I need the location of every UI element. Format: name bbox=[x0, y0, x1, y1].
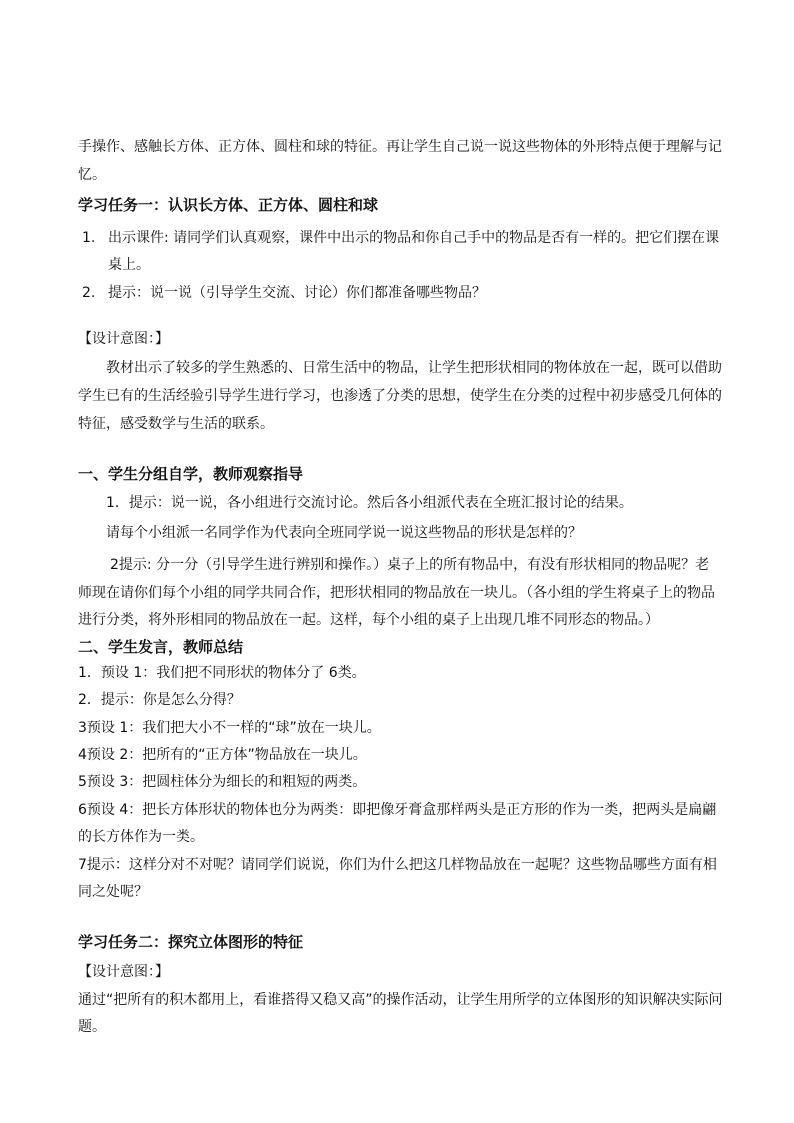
section1-para-1: 1．提示：说一说，各小组进行交流讨论。然后各小组派代表在全班汇报讨论的结果。 bbox=[106, 495, 633, 511]
task1-item-1-line-2: 桌上。 bbox=[108, 257, 150, 273]
design1-line-3: 特征，感受数学与生活的联系。 bbox=[78, 416, 274, 432]
section1-para-3-line-3: 进行分类，将外形相同的物品放在一起。这样，每个小组的桌子上出现几堆不同形态的物品。） bbox=[78, 612, 659, 628]
design1-label: 【设计意图：】 bbox=[78, 331, 169, 347]
section2-item-7-line-2: 同之处呢？ bbox=[78, 884, 148, 900]
intro-line-1: 手操作、感触长方体、正方体、圆柱和球的特征。再让学生自己说一说这些物体的外形特点便于理解与记 bbox=[78, 139, 722, 155]
section2-heading: 二、学生发言，教师总结 bbox=[78, 638, 244, 656]
section2-item-6-line-2: 的长方体作为一类。 bbox=[78, 829, 204, 845]
design1-line-1: 教材出示了较多的学生熟悉的、日常生活中的物品，让学生把形状相同的物体放在一起，既可以借助 bbox=[106, 360, 722, 376]
task1-item-2-line-1: 提示：说一说（引导学生交流、讨论）你们都准备哪些物品？ bbox=[108, 285, 486, 301]
section2-item-5: 5预设 3：把圆柱体分为细长的和粗短的两类。 bbox=[78, 774, 367, 790]
section2-item-3: 3预设 1：我们把大小不一样的“球”放在一块儿。 bbox=[78, 720, 381, 736]
design1-line-2: 学生已有的生活经验引导学生进行学习，也渗透了分类的思想，使学生在分类的过程中初步感受几何体的 bbox=[78, 388, 722, 404]
section2-item-7-line-1: 7提示：这样分对不对呢？请同学们说说，你们为什么把这几样物品放在一起呢？这些物品哪些方面有相 bbox=[78, 857, 717, 873]
section1-para-2: 请每个小组派一名同学作为代表向全班同学说一说这些物品的形状是怎样的？ bbox=[106, 525, 582, 541]
intro-line-2: 忆。 bbox=[78, 167, 106, 183]
task1-heading: 学习任务一：认识长方体、正方体、圆柱和球 bbox=[78, 196, 379, 214]
task1-item-1-line-1: 出示课件: 请同学们认真观察，课件中出示的物品和你自己手中的物品是否有一样的。把它们摆在课 bbox=[108, 230, 720, 246]
task1-item-2-number: 2. bbox=[82, 285, 96, 301]
section2-item-1: 1．预设 1：我们把不同形状的物体分了 6类。 bbox=[78, 665, 366, 681]
task2-line-1: 通过“把所有的积木都用上，看谁搭得又稳又高”的操作活动，让学生用所学的立体图形的知识解决实际问 bbox=[78, 992, 723, 1008]
section2-item-2: 2．提示：你是怎么分得？ bbox=[78, 692, 241, 708]
task2-line-2: 题。 bbox=[78, 1019, 106, 1035]
section2-item-6-line-1: 6预设 4：把长方体形状的物体也分为两类：即把像牙膏盒那样两头是正方形的作为一类，把两头是扁翩 bbox=[78, 802, 717, 818]
section2-item-4: 4预设 2：把所有的“正方体”物品放在一块儿。 bbox=[78, 747, 367, 763]
task2-design-label: 【设计意图：】 bbox=[78, 964, 169, 980]
section1-para-3-line-1: 2提示: 分一分（引导学生进行辨别和操作。）桌子上的所有物品中，有没有形状相同的物品呢？老 bbox=[110, 557, 710, 573]
section1-heading: 一、学生分组自学，教师观察指导 bbox=[78, 465, 304, 483]
section1-para-3-line-2: 师现在请你们每个小组的同学共同合作，把形状相同的物品放在一块儿。（各小组的学生将桌子上的物品 bbox=[78, 585, 715, 601]
task2-heading: 学习任务二：探究立体图形的特征 bbox=[78, 933, 304, 951]
task1-item-1-number: 1. bbox=[82, 230, 96, 246]
